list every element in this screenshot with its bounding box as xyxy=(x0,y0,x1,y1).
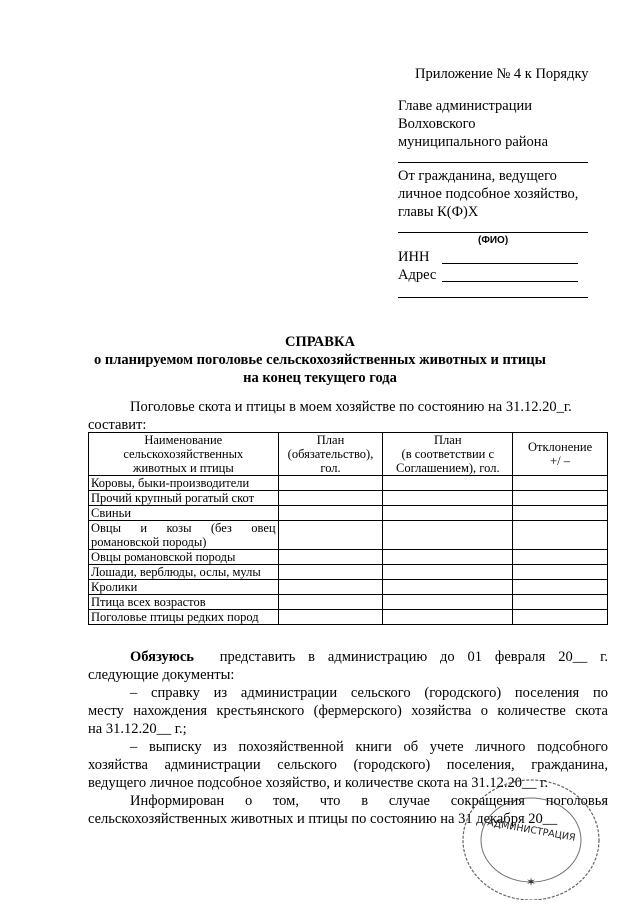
row-label: Коровы, быки-производители xyxy=(89,476,279,491)
fio-caption: (ФИО) xyxy=(478,235,509,246)
addressee-line-2: Волховского xyxy=(398,116,476,132)
header-plan2-l2: (в соответствии с xyxy=(401,447,495,461)
table-row xyxy=(89,476,608,491)
cell-plan-obligation[interactable] xyxy=(278,521,383,550)
item2-line-2: хозяйства администрации сельского (городского) поселения, гражданина, xyxy=(88,757,608,773)
cell-deviation[interactable] xyxy=(513,476,608,491)
addressee-line-1: Главе администрации xyxy=(398,98,532,114)
row-label: Птица всех возрастов xyxy=(89,595,279,610)
item2-line-3: ведущего личное подсобное хозяйство, и количестве скота на 31.12.20__ г. xyxy=(88,775,549,791)
appendix-note: Приложение № 4 к Порядку xyxy=(415,66,589,82)
row-label: Поголовье птицы редких пород xyxy=(89,610,279,625)
stamp-center-text: АДМИНИСТРАЦИЯ xyxy=(486,817,577,844)
livestock-table xyxy=(88,432,608,625)
cell-plan-agreement[interactable] xyxy=(383,595,513,610)
cell-plan-agreement[interactable] xyxy=(383,565,513,580)
doc-subtitle-2: на конец текущего года xyxy=(243,370,397,386)
svg-text:✶: ✶ xyxy=(525,875,537,889)
cell-plan-agreement[interactable] xyxy=(383,550,513,565)
cell-plan-obligation[interactable] xyxy=(278,610,383,625)
cell-plan-agreement[interactable] xyxy=(383,491,513,506)
table-row xyxy=(89,610,608,625)
row-label-l2: романовской породы) xyxy=(91,535,207,549)
item1-line-3: на 31.12.20__ г.; xyxy=(88,721,187,737)
cell-plan-obligation[interactable] xyxy=(278,595,383,610)
cell-deviation[interactable] xyxy=(513,550,608,565)
header-plan-agreement xyxy=(383,433,513,476)
cell-deviation[interactable] xyxy=(513,565,608,580)
cell-plan-agreement[interactable] xyxy=(383,476,513,491)
cell-deviation[interactable] xyxy=(513,595,608,610)
row-label xyxy=(89,521,279,550)
intro-line-2: составит: xyxy=(88,417,147,433)
doc-subtitle-1: о планируемом поголовье сельскохозяйственных животных и птицы xyxy=(94,352,546,368)
header-plan1-l2: (обязательство), xyxy=(287,447,374,461)
header-name-l3: животных и птицы xyxy=(132,461,234,475)
header-name xyxy=(89,433,279,476)
cell-deviation[interactable] xyxy=(513,610,608,625)
item1-line-1: – справку из администрации сельского (городского) поселения по xyxy=(130,685,608,701)
obligation-line-2: следующие документы: xyxy=(88,667,235,683)
header-plan2-l1: План xyxy=(434,433,462,447)
header-name-l1: Наименование xyxy=(144,433,223,447)
header-deviation xyxy=(513,433,608,476)
address-field[interactable] xyxy=(442,281,578,282)
cell-plan-obligation[interactable] xyxy=(278,476,383,491)
header-plan-obligation xyxy=(278,433,383,476)
fio-field[interactable] xyxy=(398,232,588,233)
table-row xyxy=(89,565,608,580)
table-row xyxy=(89,580,608,595)
from-line-2: личное подсобное хозяйство, xyxy=(398,186,579,202)
address-label: Адрес xyxy=(398,267,437,283)
header-dev-l2: +/ – xyxy=(550,454,571,468)
doc-title: СПРАВКА xyxy=(285,334,355,350)
row-label: Свиньи xyxy=(89,506,279,521)
obligation-rest: представить в администрацию до 01 февраля 20__ г. xyxy=(219,649,609,665)
header-dev-l1: Отклонение xyxy=(527,440,593,454)
from-line-3: главы К(Ф)Х xyxy=(398,204,479,220)
table-header-row xyxy=(89,433,608,476)
inn-label: ИНН xyxy=(398,249,430,265)
table-row xyxy=(89,491,608,506)
row-label: Лошади, верблюды, ослы, мулы xyxy=(89,565,279,580)
obligation-bold: Обязуюсь xyxy=(130,649,194,665)
table-row xyxy=(89,550,608,565)
cell-deviation[interactable] xyxy=(513,580,608,595)
info-line-1: Информирован о том, что в случае сокращения поголовья xyxy=(130,793,608,809)
official-stamp xyxy=(456,770,606,900)
cell-plan-agreement[interactable] xyxy=(383,521,513,550)
cell-deviation[interactable] xyxy=(513,506,608,521)
row-label-l1: Овцы и козы (без овец xyxy=(91,521,276,535)
divider xyxy=(398,162,588,163)
info-line-2: сельскохозяйственных животных и птицы по состоянию на 31 декабря 20__ xyxy=(88,811,558,827)
row-label: Овцы романовской породы xyxy=(89,550,279,565)
row-label: Прочий крупный рогатый скот xyxy=(89,491,279,506)
cell-deviation[interactable] xyxy=(513,521,608,550)
table-row xyxy=(89,595,608,610)
item1-line-2: месту нахождения крестьянского (фермерского) хозяйства о количестве скота xyxy=(88,703,608,719)
intro-line-1: Поголовье скота и птицы в моем хозяйстве по состоянию на 31.12.20_г. xyxy=(130,399,572,415)
table-row xyxy=(89,521,608,550)
obligation-line-1 xyxy=(130,648,608,666)
cell-plan-obligation[interactable] xyxy=(278,550,383,565)
header-plan1-l3: гол. xyxy=(320,461,341,475)
from-line-1: От гражданина, ведущего xyxy=(398,168,557,184)
cell-plan-obligation[interactable] xyxy=(278,565,383,580)
cell-plan-agreement[interactable] xyxy=(383,610,513,625)
row-label: Кролики xyxy=(89,580,279,595)
table-row xyxy=(89,506,608,521)
cell-plan-agreement[interactable] xyxy=(383,506,513,521)
cell-plan-obligation[interactable] xyxy=(278,580,383,595)
address-field-2[interactable] xyxy=(398,297,588,298)
addressee-line-3: муниципального района xyxy=(398,134,548,150)
item2-line-1: – выписку из похозяйственной книги об учете личного подсобного xyxy=(130,739,608,755)
cell-plan-obligation[interactable] xyxy=(278,506,383,521)
header-plan2-l3: Соглашением), гол. xyxy=(396,461,500,475)
header-plan1-l1: План xyxy=(316,433,345,447)
cell-plan-obligation[interactable] xyxy=(278,491,383,506)
header-name-l2: сельскохозяйственных xyxy=(123,447,244,461)
inn-field[interactable] xyxy=(442,263,578,264)
cell-plan-agreement[interactable] xyxy=(383,580,513,595)
cell-deviation[interactable] xyxy=(513,491,608,506)
